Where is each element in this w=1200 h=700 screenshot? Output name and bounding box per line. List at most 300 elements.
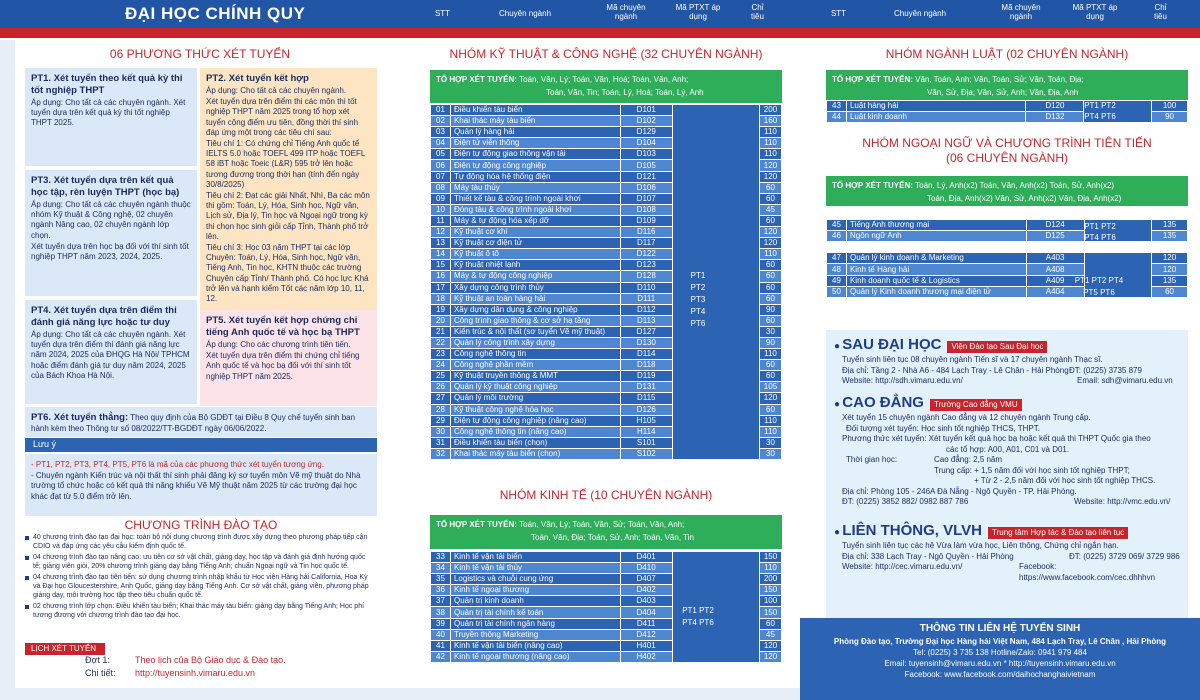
lang-pt-codes: [1066, 221, 1134, 243]
row-quota: 45: [759, 629, 781, 640]
method-pt4: [25, 300, 197, 404]
row-stt: 48: [827, 264, 847, 275]
row-quota: 120: [759, 393, 781, 404]
col-code-right: Mã chuyên ngành: [1001, 3, 1041, 21]
row-major: Quản trị kinh doanh: [450, 596, 620, 607]
row-code: D130: [620, 337, 672, 348]
row-code: D108: [620, 204, 672, 215]
row-code: D411: [620, 618, 672, 629]
row-code: H114: [620, 426, 672, 437]
pt3-body-1: Áp dụng: Cho tất cả các chuyên ngành thuộc nhóm Kỹ thuật & Công nghệ, 02 chuyên ngành Nâng cao, 02 chuyên ngành lớp chọn.: [31, 200, 191, 240]
econ-title: NHÓM KINH TẾ (10 CHUYÊN NGÀNH): [499, 488, 713, 502]
row-quota: 135: [1152, 275, 1188, 286]
row-major: Kinh tế ngoại thương: [450, 585, 620, 596]
row-stt: 35: [431, 574, 451, 585]
row-quota: 110: [759, 127, 781, 138]
law-pt-codes: [1066, 100, 1134, 122]
row-major: Quản lý hàng hải: [450, 127, 620, 138]
col-ptxt: Mã PTXT áp dụng: [675, 3, 721, 21]
row-major: Quản lý môi trường: [450, 393, 620, 404]
row-code: D111: [620, 293, 672, 304]
row-major: Quản lý công trình xây dựng: [450, 337, 620, 348]
col-stt-right: STT: [830, 9, 847, 18]
row-code: H401: [620, 640, 672, 651]
row-stt: 47: [827, 253, 847, 264]
page-title: ĐẠI HỌC CHÍNH QUY: [125, 4, 306, 23]
training-item: 40 chương trình đào tạo đại học: toàn bộ nội dung chương trình được xây dựng theo phương pháp tiếp cận CDIO và đáp ứng các yêu cầu kiểm định quốc tế.: [25, 534, 375, 551]
method-pt1: [25, 68, 197, 166]
bottom-edge-deco: [0, 688, 800, 700]
lt-address: Địa chỉ: 338 Lạch Tray - Ngô Quyền - Hải Phòng: [842, 551, 1014, 561]
row-stt: 21: [431, 326, 451, 337]
row-quota: 160: [759, 116, 781, 127]
row-major: Logistics và chuỗi cung ứng: [450, 574, 620, 585]
row-stt: 18: [431, 293, 451, 304]
law-combo-values-1: Văn, Toán, Anh; Văn, Toán, Sử; Văn, Toán, Địa;: [915, 75, 1084, 84]
row-code: D126: [620, 404, 672, 415]
sdh-email[interactable]: Email: sdh@vimaru.edu.vn: [1077, 376, 1173, 386]
row-major: Điện tự động công nghiệp (nâng cao): [450, 415, 620, 426]
training-item: 02 chương trình lớp chọn: Điều khiển tàu biển; Khai thác máy tàu biển: giảng dạy bằng Tiếng Anh; Học phí tương đương với chương trình đào tạo đại học.: [25, 603, 375, 620]
cd-tag: Trường Cao đẳng VMU: [930, 399, 1022, 412]
row-stt: 45: [827, 220, 847, 231]
row-stt: 04: [431, 138, 451, 149]
row-quota: 90: [1152, 112, 1188, 123]
row-quota: 120: [759, 171, 781, 182]
row-stt: 02: [431, 116, 451, 127]
lt-phone: ĐT: (0225) 3729 069/ 3729 986: [1069, 551, 1180, 561]
row-code: D127: [620, 326, 672, 337]
note-line-2: - Chuyên ngành Kiến trúc và nội thất thí sinh phải đăng ký sơ tuyển môn Vẽ mỹ thuật do Nhà trường tổ chức hoặc có kết quả thi năng khiếu Vẽ Mỹ thuật năm 2025 từ các trường đại học khác đạt từ 5.0 điểm trở lên.: [31, 471, 361, 501]
row-major: Luật hàng hải: [846, 101, 1025, 112]
table-row: [431, 552, 782, 563]
row-stt: 08: [431, 182, 451, 193]
row-code: D128: [620, 271, 672, 282]
row-code: D109: [620, 215, 672, 226]
row-quota: 120: [759, 651, 781, 662]
row-code: D121: [620, 171, 672, 182]
row-stt: 50: [827, 286, 847, 297]
row-stt: 49: [827, 275, 847, 286]
cd-duration-tc-1: Trung cấp: + 1,5 năm đối với học sinh tốt nghiệp THPT;: [934, 465, 1130, 475]
col-quota: Chỉ tiêu: [751, 3, 764, 21]
sdh-heading: SAU ĐẠI HỌC: [842, 336, 942, 353]
sdh-address: Địa chỉ: Tầng 2 - Nhà A6 - 484 Lạch Tray - Lê Chân - Hải Phòng: [842, 365, 1069, 375]
adv-pt-line-1: PT1 PT2 PT4: [1074, 276, 1124, 285]
row-quota: 150: [759, 607, 781, 618]
row-quota: 60: [759, 293, 781, 304]
training-list: [25, 534, 375, 623]
lang-title-line-2: (06 CHUYÊN NGÀNH): [945, 151, 1068, 165]
col-stt: STT: [434, 9, 451, 18]
row-major: Quản lý kinh doanh & Marketing: [846, 253, 1026, 264]
row-major: Đóng tàu & công trình ngoài khơi: [450, 204, 620, 215]
row-code: H402: [620, 651, 672, 662]
row-major: Ngôn ngữ Anh: [846, 231, 1026, 242]
row-major: Kinh tế Hàng hải: [846, 264, 1026, 275]
row-quota: 120: [1152, 253, 1188, 264]
row-quota: 150: [759, 585, 781, 596]
cd-duration-college: Cao đẳng: 2,5 năm: [934, 455, 1003, 465]
row-quota: 45: [759, 204, 781, 215]
contact-address: Phòng Đào tạo, Trường Đại học Hàng hải Việt Nam, 484 Lạch Tray, Lê Chân , Hải Phòng: [833, 637, 1167, 646]
schedule-link[interactable]: http://tuyensinh.vimaru.edu.vn: [135, 668, 256, 678]
cd-address: Địa chỉ: Phòng 105 - 246A Đà Nẵng - Ngô Quyền - TP. Hải Phòng.: [842, 486, 1077, 496]
row-major: Tiếng Anh thương mại: [846, 220, 1026, 231]
contact-email[interactable]: Email: tuyensinh@vimaru.edu.vn * http://tuyensinh.vimaru.edu.vn: [884, 659, 1116, 668]
cd-duration-label: Thời gian học:: [846, 455, 898, 465]
col-ptxt-right: Mã PTXT áp dụng: [1072, 3, 1118, 21]
row-stt: 20: [431, 315, 451, 326]
row-quota: 110: [759, 138, 781, 149]
row-stt: 27: [431, 393, 451, 404]
row-major: Kinh tế vận tải thủy: [450, 563, 620, 574]
pt-code: PT3: [690, 295, 706, 304]
row-code: D105: [620, 160, 672, 171]
row-quota: 135: [1152, 231, 1188, 242]
cd-duration-tc-2: + Từ 2 - 2,5 năm đối với học sinh tốt nghiệp THCS.: [974, 476, 1156, 486]
lt-website[interactable]: Website: http://cec.vimaru.edu.vn/: [842, 562, 963, 572]
contact-facebook[interactable]: Facebook: www.facebook.com/daihochanghaivietnam: [904, 670, 1096, 679]
pt5-body-1: Áp dụng: Cho các chương trình tiên tiến.: [206, 340, 351, 349]
tech-combo-values-2: Toán, Văn, Tin; Toán, Lý, Hoá; Toán, Lý, Anh: [546, 88, 704, 97]
row-quota: 110: [759, 563, 781, 574]
row-quota: 60: [1152, 286, 1188, 297]
pt4-body: Áp dụng: Cho tất cả các chuyên ngành. Xét tuyển dựa trên điểm thi đánh giá năng lực năm 2024, 2025 của ĐHQG Hà Nội/ TPHCM hoặc điểm đánh giá tư duy năm 2024, 2025 của Bách Khoa Hà Nội.: [31, 330, 190, 380]
row-code: D410: [620, 563, 672, 574]
row-major: Xây dựng dân dụng & công nghiệp: [450, 304, 620, 315]
row-stt: 16: [431, 271, 451, 282]
pt2-body-3: Tiêu chí 1: Có chứng chỉ Tiếng Anh quốc tế IELTS 5.0 hoặc TOEFL 499 ITP hoặc TOEFL 58 iBT hoặc Toeic (L&R) 595 trở lên hoặc tương đương trong thời hạn (tính đến ngày 30/8/2025): [206, 139, 366, 189]
tech-combo: [430, 70, 782, 103]
row-stt: 05: [431, 149, 451, 160]
lt-facebook[interactable]: Facebook: https://www.facebook.com/cec.dhhhvn: [1019, 562, 1156, 582]
row-stt: 15: [431, 260, 451, 271]
row-major: Kiến trúc & nội thất (sơ tuyển Vẽ mỹ thuật): [450, 326, 620, 337]
lt-line-1: Tuyển sinh liên tục các hệ Vừa làm vừa học, Liên thông, Chứng chỉ ngắn hạn.: [842, 541, 1119, 551]
row-major: Khai thác máy tàu biển: [450, 116, 620, 127]
row-quota: 105: [759, 382, 781, 393]
row-code: D116: [620, 227, 672, 238]
row-code: D401: [620, 552, 672, 563]
row-code: D113: [620, 315, 672, 326]
row-quota: 60: [759, 182, 781, 193]
pt1-heading: PT1. Xét tuyển theo kết quả kỳ thi tốt nghiệp THPT: [31, 73, 183, 96]
lang-combo-values-1: Toán, Lý, Anh(x2) Toán, Văn, Anh(x2) Toán, Sử, Anh(x2): [915, 181, 1115, 190]
row-major: Kinh tế ngoại thương (nâng cao): [450, 651, 620, 662]
row-code: D115: [620, 393, 672, 404]
method-pt5: [200, 310, 377, 406]
row-code: D120: [1026, 101, 1084, 112]
row-code: A404: [1026, 286, 1084, 297]
row-major: Điện tự động giao thông vận tải: [450, 149, 620, 160]
econ-combo: [430, 515, 782, 549]
row-quota: 120: [1152, 264, 1188, 275]
row-quota: 100: [759, 596, 781, 607]
row-major: Máy tàu thủy: [450, 182, 620, 193]
sdh-tag: Viện Đào tạo Sau Đại học: [947, 341, 1047, 354]
row-major: Quản trị tài chính kế toán: [450, 607, 620, 618]
row-quota: 60: [759, 282, 781, 293]
contact-panel: [800, 618, 1200, 700]
row-code: D104: [620, 138, 672, 149]
row-major: Công nghệ phần mềm: [450, 360, 620, 371]
lang-combo: [826, 176, 1188, 206]
row-major: Tự động hóa hệ thống điện: [450, 171, 620, 182]
econ-pt-line-1: PT1 PT2: [682, 606, 714, 615]
row-quota: 60: [759, 260, 781, 271]
pt1-body: Áp dụng: Cho tất cả các chuyên ngành. Xét tuyển dựa trên kết quả kỳ thi tốt nghiệp THPT 2025.: [31, 98, 186, 128]
col-code: Mã chuyên ngành: [606, 3, 646, 21]
row-major: Quản lý Kinh doanh thương mại điện tử: [846, 286, 1026, 297]
row-stt: 39: [431, 618, 451, 629]
lang-pt-line-1: PT1 PT2: [1084, 222, 1116, 231]
cd-line-3: Phương thức xét tuyển: Xét tuyển kết quả học bạ hoặc kết quả thi THPT Quốc gia theo: [842, 434, 1151, 444]
row-code: D107: [620, 193, 672, 204]
pt2-body-2: Xét tuyển dựa trên điểm thi các môn thi tốt nghiệp THPT năm 2025 trong tổ hợp xét tuyển cộng điểm ưu tiên, đồng thời thí sinh đáp ứng một trong các tiêu chí sau:: [206, 97, 359, 137]
row-quota: 200: [759, 574, 781, 585]
row-stt: 17: [431, 282, 451, 293]
row-stt: 36: [431, 585, 451, 596]
adv-pt-codes: [1062, 275, 1136, 299]
col-quota-right: Chỉ tiêu: [1154, 3, 1167, 21]
note-box: [25, 454, 377, 516]
row-quota: 100: [1152, 101, 1188, 112]
table-row: [827, 253, 1188, 264]
row-code: D123: [620, 260, 672, 271]
row-code: D132: [1026, 112, 1084, 123]
row-major: Kỹ thuật nhiệt lạnh: [450, 260, 620, 271]
pt-code: PT1: [690, 271, 706, 280]
row-stt: 31: [431, 437, 451, 448]
schedule-label-2: Chi tiết:: [85, 668, 116, 678]
schedule-value-1: Theo lịch của Bộ Giáo dục & Đào tạo.: [135, 655, 286, 665]
adv-pt-line-2: PT5 PT6: [1083, 288, 1115, 297]
cd-website[interactable]: Website: http://vmc.edu.vn/: [1074, 497, 1171, 507]
econ-combo-values-2: Toán, Văn, Địa; Toán, Sử, Anh; Toán, Văn, Tin: [531, 533, 694, 542]
lt-heading: LIÊN THÔNG, VLVH: [842, 522, 983, 539]
row-code: D119: [620, 371, 672, 382]
training-item: 04 chương trình đào tạo nâng cao: ưu tiên cơ sở vật chất, giảng dạy, học tập và đánh giá định hướng quốc tế; giảng viên giỏi, 20% chương trình giảng dạy bằng Tiếng Anh; chuẩn Ngoại ngữ và Tin học quốc tế.: [25, 554, 375, 571]
row-quota: 90: [759, 304, 781, 315]
row-major: Điều khiển tàu biển (chọn): [450, 437, 620, 448]
note-line-1: - PT1, PT2, PT3, PT4, PT5, PT6 là mã của các phương thức xét tuyển tương ứng.: [31, 460, 324, 469]
row-quota: 60: [759, 371, 781, 382]
row-stt: 34: [431, 563, 451, 574]
row-code: D112: [620, 304, 672, 315]
row-quota: 90: [759, 337, 781, 348]
row-code: D110: [620, 282, 672, 293]
row-quota: 120: [759, 238, 781, 249]
left-edge-deco: [0, 40, 15, 700]
table-row: [431, 105, 782, 116]
col-major: Chuyên ngành: [498, 9, 552, 18]
row-stt: 19: [431, 304, 451, 315]
row-quota: 30: [759, 326, 781, 337]
row-stt: 28: [431, 404, 451, 415]
row-quota: 30: [759, 437, 781, 448]
row-code: D129: [620, 127, 672, 138]
row-stt: 25: [431, 371, 451, 382]
row-stt: 46: [827, 231, 847, 242]
pt-code: PT2: [690, 283, 706, 292]
lang-subheading: NHÓM NGOẠI NGỮ (02 Chuyên ngành): [827, 209, 1188, 220]
pt-code: PT4: [690, 307, 706, 316]
row-stt: 23: [431, 349, 451, 360]
row-major: Điện tự động công nghiệp: [450, 160, 620, 171]
row-quota: 60: [759, 315, 781, 326]
row-major: Kinh tế vận tải biển (nâng cao): [450, 640, 620, 651]
info-panel: ● SAU ĐẠI HỌC Viện Đào tạo Sau Đại học Tuyển sinh liên tục 08 chuyên ngành Tiến sĩ và 17 chuyên ngành Thạc sĩ. Địa chỉ: Tầng 2 - Nhà A6 - 484 Lạch Tray - Lê Chân - Hải Phòng ĐT: (0225) 3735 879 Website: http://sdh.vimaru.edu.vn/ Email: sdh@vimaru.edu.vn ● CAO ĐẲNG Trường Cao đẳng VMU Xét tuyển 15 chuyên ngành Cao đẳng và 12 chuyên ngành Trung cấp. Đối tượng xét tuyển: Học sinh tốt nghiệp THCS, THPT. Phương thức xét tuyển: Xét tuyển kết quả học bạ hoặc kết quả thi THPT Quốc gia theo các tổ hợp: A00, A01, C01 và D01. Thời gian học: Cao đẳng: 2,5 năm Trung cấp: + 1,5 năm đối với học sinh tốt nghiệp THPT; + Từ 2 - 2,5 năm đối với học sinh tốt nghiệp THCS. Địa chỉ: Phòng 105 - 246A Đà Nẵng - Ngô Quyền - TP. Hải Phòng. ĐT: (0225) 3852 882/ 0982 887 786 Website: http://vmc.edu.vn/ ● LIÊN THÔNG, VLVH Trung tâm Hợp tác & Đào tạo liên tục Tuyển sinh liên tục các hệ Vừa làm vừa học, Liên thông, Chứng chỉ ngắn hạn. Địa chỉ: 338 Lạch Tray - Ngô Quyền - Hải Phòng ĐT: (0225) 3729 069/ 3729 986 Website: http://cec.vimaru.edu.vn/ Facebook: https://www.facebook.com/cec.dhhhvn: [826, 330, 1188, 620]
row-major: Kỹ thuật công nghệ hóa học: [450, 404, 620, 415]
row-quota: 200: [759, 105, 781, 116]
row-quota: 150: [759, 552, 781, 563]
econ-combo-label: TỔ HỢP XÉT TUYỂN:: [436, 520, 517, 529]
pt3-body-2: Xét tuyển dựa trên học bạ đối với thí sinh tốt nghiệp THPT năm 2023, 2024, 2025.: [31, 241, 189, 262]
cd-line-3b: các tổ hợp: A00, A01, C01 và D01.: [946, 444, 1070, 454]
row-major: Kỹ thuật ô tô: [450, 249, 620, 260]
law-pt-line-1: PT1 PT2: [1084, 101, 1116, 110]
pt2-heading: PT2. Xét tuyển kết hợp: [206, 73, 309, 84]
row-major: Luật kinh doanh: [846, 112, 1025, 123]
row-major: Kỹ thuật cơ điện tử: [450, 238, 620, 249]
row-code: H105: [620, 415, 672, 426]
row-stt: 24: [431, 360, 451, 371]
row-quota: 110: [759, 426, 781, 437]
cd-phone: ĐT: (0225) 3852 882/ 0982 887 786: [842, 497, 969, 507]
row-major: Điện tử viễn thông: [450, 138, 620, 149]
tech-combo-values-1: Toán, Văn, Lý; Toán, Văn, Hoá; Toán, Văn, Anh;: [519, 75, 689, 84]
pt-code: PT6: [690, 319, 706, 328]
row-major: Khai thác máy tàu biển (chọn): [450, 448, 620, 459]
row-major: Công nghệ thông tin: [450, 349, 620, 360]
row-stt: 13: [431, 238, 451, 249]
tech-combo-label: TỔ HỢP XÉT TUYỂN:: [436, 75, 517, 84]
row-stt: 09: [431, 193, 451, 204]
row-quota: 60: [759, 193, 781, 204]
law-combo-values-2: Văn, Sử, Địa; Văn, Sử, Anh; Văn, Địa, Anh: [927, 88, 1079, 97]
tech-title: NHÓM KỸ THUẬT & CÔNG NGHỆ (32 CHUYÊN NGÀNH): [449, 47, 763, 61]
row-quota: 60: [759, 404, 781, 415]
row-stt: 41: [431, 640, 451, 651]
pt6-heading: PT6. Xét tuyển thẳng:: [31, 412, 129, 423]
row-stt: 06: [431, 160, 451, 171]
row-code: D125: [1026, 231, 1084, 242]
row-code: D117: [620, 238, 672, 249]
row-code: D402: [620, 585, 672, 596]
row-code: S101: [620, 437, 672, 448]
row-stt: 01: [431, 105, 451, 116]
row-stt: 44: [827, 112, 847, 123]
row-stt: 22: [431, 337, 451, 348]
row-code: S102: [620, 448, 672, 459]
row-major: Kinh tế vận tải biển: [450, 552, 620, 563]
pt5-body-2: Xét tuyển dựa trên điểm thi chứng chỉ tiếng Anh quốc tế và học bạ đối với thí sinh tốt nghiệp THPT năm 2025.: [206, 351, 360, 381]
row-quota: 120: [759, 227, 781, 238]
col-major-right: Chuyên ngành: [893, 9, 947, 18]
lang-combo-values-2: Toán, Địa, Anh(x2) Văn, Sử, Anh(x2) Văn, Địa, Anh(x2): [927, 194, 1122, 203]
row-stt: 32: [431, 448, 451, 459]
row-code: D412: [620, 629, 672, 640]
lang-combo-label: TỔ HỢP XÉT TUYỂN:: [832, 181, 913, 190]
row-stt: 43: [827, 101, 847, 112]
row-code: A403: [1026, 253, 1084, 264]
row-stt: 14: [431, 249, 451, 260]
row-major: Quản trị tài chính ngân hàng: [450, 618, 620, 629]
row-stt: 42: [431, 651, 451, 662]
row-code: D124: [1026, 220, 1084, 231]
row-quota: 135: [1152, 220, 1188, 231]
sdh-website[interactable]: Website: http://sdh.vimaru.edu.vn/: [842, 376, 963, 386]
law-pt-line-2: PT4 PT6: [1084, 112, 1116, 121]
row-major: Điều khiển tàu biển: [450, 105, 620, 116]
training-title: CHƯƠNG TRÌNH ĐÀO TẠO: [124, 518, 278, 532]
schedule-box: [25, 655, 286, 678]
row-code: D106: [620, 182, 672, 193]
row-quota: 120: [759, 160, 781, 171]
row-code: D114: [620, 349, 672, 360]
econ-pt-codes: [654, 605, 742, 629]
row-stt: 38: [431, 607, 451, 618]
row-major: Thiết kế tàu & công trình ngoài khơi: [450, 193, 620, 204]
top-header-bar: [0, 0, 1200, 28]
row-stt: 40: [431, 629, 451, 640]
row-major: Công trình giao thông & cơ sở hạ tầng: [450, 315, 620, 326]
pt4-heading: PT4. Xét tuyển dựa trên điểm thi đánh giá năng lực hoặc tư duy: [31, 305, 177, 328]
econ-combo-values-1: Toán, Văn, Lý; Toán, Văn, Sử; Toán, Văn, Anh;: [519, 520, 685, 529]
sdh-line-1: Tuyển sinh liên tục 08 chuyên ngành Tiến sĩ và 17 chuyên ngành Thạc sĩ.: [842, 355, 1103, 365]
lt-tag: Trung tâm Hợp tác & Đào tạo liên tục: [988, 527, 1128, 540]
row-major: Xây dựng công trình thủy: [450, 282, 620, 293]
row-code: D103: [620, 149, 672, 160]
schedule-title: LỊCH XÉT TUYỂN: [25, 643, 105, 655]
row-stt: 10: [431, 204, 451, 215]
row-code: A409: [1026, 275, 1084, 286]
row-code: D118: [620, 360, 672, 371]
lang-pt-line-2: PT4 PT6: [1084, 233, 1116, 242]
row-stt: 30: [431, 426, 451, 437]
method-pt6: [25, 407, 377, 437]
row-code: D131: [620, 382, 672, 393]
row-stt: 03: [431, 127, 451, 138]
row-stt: 33: [431, 552, 451, 563]
pt5-heading: PT5. Xét tuyển kết hợp chứng chỉ tiếng Anh quốc tế và học bạ THPT: [206, 315, 360, 338]
contact-phone: Tel: (0225) 3 735 138 Hotline/Zalo: 0941 979 484: [913, 648, 1087, 657]
econ-pt-line-2: PT4 PT6: [682, 618, 714, 627]
row-major: Kỹ thuật cơ khí: [450, 227, 620, 238]
row-major: Máy & tự động công nghiệp: [450, 271, 620, 282]
note-title: Lưu ý: [25, 438, 377, 452]
row-code: D404: [620, 607, 672, 618]
row-major: Máy & tự động hóa xếp dỡ: [450, 215, 620, 226]
row-code: D122: [620, 249, 672, 260]
row-quota: 30: [759, 448, 781, 459]
contact-title: THÔNG TIN LIÊN HỆ TUYỂN SINH: [919, 623, 1081, 634]
row-stt: 07: [431, 171, 451, 182]
row-quota: 110: [759, 249, 781, 260]
lang-title: [826, 136, 1188, 166]
schedule-label-1: Đợt 1:: [85, 655, 110, 665]
row-quota: 60: [759, 271, 781, 282]
cd-line-2: Đối tượng xét tuyển: Học sinh tốt nghiệp THCS, THPT.: [846, 423, 1040, 433]
header-divider: [0, 28, 1200, 38]
tech-pt-codes: [654, 270, 742, 330]
row-quota: 60: [759, 360, 781, 371]
row-major: Truyền thông Marketing: [450, 629, 620, 640]
row-code: D407: [620, 574, 672, 585]
row-quota: 60: [759, 215, 781, 226]
pt3-heading: PT3. Xét tuyển dựa trên kết quả học tập, rèn luyện THPT (học bạ): [31, 175, 180, 198]
